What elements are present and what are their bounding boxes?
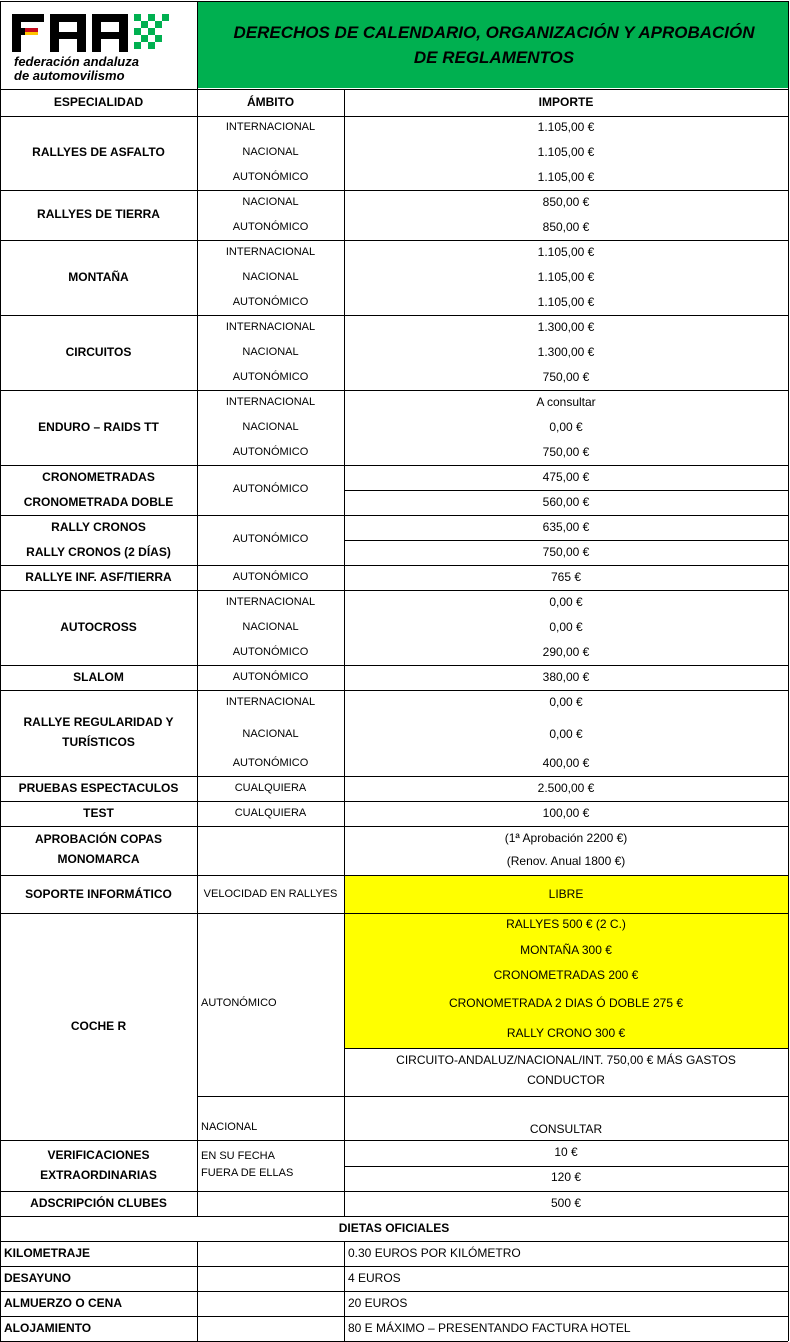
ambito-label: AUTONÓMICO — [232, 533, 309, 546]
especialidad-label: TEST — [83, 805, 114, 820]
ambito-label: AUTONÓMICO — [232, 646, 309, 659]
logo-text-line2: de automovilismo — [14, 68, 125, 83]
importe-value: 475,00 € — [542, 470, 590, 485]
importe-value: 1.105,00 € — [537, 245, 595, 260]
importe-value: 765 € — [550, 570, 582, 585]
importe-value: (1ª Aprobación 2200 €) — [504, 831, 628, 846]
importe-value: 750,00 € — [542, 445, 590, 460]
ambito-label: INTERNACIONAL — [225, 121, 316, 134]
ambito-label: INTERNACIONAL — [225, 396, 316, 409]
importe-value: 1.105,00 € — [537, 295, 595, 310]
row-divider — [0, 690, 788, 691]
importe-value: 1.105,00 € — [537, 145, 595, 160]
importe-value: CONSULTAR — [529, 1122, 603, 1137]
logo-text-line1: federación andaluza — [14, 54, 139, 69]
ambito-label: AUTONÓMICO — [232, 571, 309, 584]
ambito-label: NACIONAL — [242, 271, 299, 284]
importe-value: 120 € — [550, 1170, 582, 1185]
dieta-label: DESAYUNO — [4, 1270, 71, 1285]
importe-value: 1.105,00 € — [537, 170, 595, 185]
dieta-label: ALOJAMIENTO — [4, 1320, 92, 1335]
ambito-label: AUTONÓMICO — [201, 997, 277, 1010]
row-divider — [0, 465, 788, 466]
column-divider — [344, 89, 345, 1216]
ambito-label: EN SU FECHA — [201, 1150, 275, 1163]
especialidad-label: ENDURO – RAIDS TT — [38, 419, 159, 434]
document-title: DERECHOS DE CALENDARIO, ORGANIZACIÓN Y APROBACIÓN DE REGLAMENTOS — [233, 23, 755, 67]
ambito-label: NACIONAL — [242, 346, 299, 359]
importe-value: 380,00 € — [542, 670, 590, 685]
logo-letters — [12, 14, 128, 52]
importe-value: 1.300,00 € — [537, 345, 595, 360]
ambito-label: AUTONÓMICO — [232, 446, 309, 459]
importe-value: 850,00 € — [542, 195, 590, 210]
ambito-label: AUTONÓMICO — [232, 371, 309, 384]
importe-value: 0,00 € — [549, 620, 583, 635]
especialidad-label: RALLY CRONOS — [51, 520, 146, 535]
importe-value: CRONOMETRADAS 200 € — [493, 968, 639, 983]
importe-value: RALLY CRONO 300 € — [506, 1026, 626, 1041]
importe-value: 750,00 € — [542, 545, 590, 560]
column-divider — [197, 89, 198, 1216]
especialidad-label: EXTRAORDINARIAS — [40, 1168, 157, 1183]
importe-value: 10 € — [554, 1145, 578, 1160]
ambito-label: AUTONÓMICO — [232, 483, 309, 496]
importe-value: 0,00 € — [549, 695, 583, 710]
especialidad-label: MONOMARCA — [57, 852, 140, 867]
especialidad-label: MONTAÑA — [68, 269, 129, 284]
ambito-label: VELOCIDAD EN RALLYES — [203, 887, 338, 900]
row-divider — [344, 240, 788, 241]
dieta-value: 0.30 EUROS POR KILÓMETRO — [348, 1245, 521, 1260]
ambito-label: NACIONAL — [242, 146, 299, 159]
right-border — [788, 1, 789, 1341]
importe-value: 635,00 € — [542, 520, 590, 535]
importe-value: (Renov. Anual 1800 €) — [506, 854, 626, 869]
column-divider — [197, 1241, 198, 1341]
importe-value: 850,00 € — [542, 220, 590, 235]
importe-value: 0,00 € — [549, 727, 583, 742]
row-divider — [0, 1140, 788, 1141]
header-importe: IMPORTE — [538, 95, 594, 110]
importe-value: A consultar — [536, 395, 596, 410]
ambito-label: NACIONAL — [242, 728, 299, 741]
header-especialidad: ESPECIALIDAD — [53, 95, 144, 110]
especialidad-label: RALLYES DE ASFALTO — [32, 145, 165, 160]
ambito-label: INTERNACIONAL — [225, 246, 316, 259]
row-divider — [197, 1096, 788, 1097]
row-divider — [0, 565, 788, 566]
importe-value: 400,00 € — [542, 756, 590, 771]
header-ambito: ÁMBITO — [246, 95, 295, 110]
ambito-label: AUTONÓMICO — [232, 757, 309, 770]
ambito-label: NACIONAL — [242, 621, 299, 634]
especialidad-label: TURÍSTICOS — [62, 735, 135, 750]
importe-value: CRONOMETRADA 2 DIAS Ó DOBLE 275 € — [448, 996, 684, 1011]
importe-value: 1.105,00 € — [537, 120, 595, 135]
row-divider — [344, 490, 788, 491]
importe-value: LIBRE — [548, 886, 584, 901]
importe-value: CIRCUITO-ANDALUZ/NACIONAL/INT. 750,00 € MÁS GASTOS — [396, 1053, 736, 1068]
importe-value: RALLYES 500 € (2 C.) — [506, 917, 626, 932]
logo-divider — [197, 1, 198, 89]
importe-value: 0,00 € — [549, 420, 583, 435]
especialidad-label: CRONOMETRADA DOBLE — [23, 495, 174, 510]
row-divider — [0, 826, 788, 827]
importe-value: 0,00 € — [549, 595, 583, 610]
importe-value: 100,00 € — [542, 806, 590, 821]
dieta-label: ALMUERZO O CENA — [4, 1295, 122, 1310]
dieta-value: 20 EUROS — [348, 1295, 408, 1310]
row-divider — [344, 1048, 788, 1049]
especialidad-label: ADSCRIPCIÓN CLUBES — [30, 1195, 167, 1210]
row-divider — [344, 540, 788, 541]
especialidad-label: RALLYES DE TIERRA — [37, 207, 160, 222]
especialidad-label: CIRCUITOS — [65, 344, 132, 359]
faa-logo — [8, 6, 193, 86]
checkered-flag-icon — [134, 14, 169, 49]
ambito-label: CUALQUIERA — [234, 782, 307, 795]
ambito-label: INTERNACIONAL — [225, 321, 316, 334]
especialidad-label: RALLYE REGULARIDAD Y — [23, 715, 174, 730]
especialidad-label: SLALOM — [73, 669, 124, 684]
ambito-label: AUTONÓMICO — [232, 296, 309, 309]
dieta-value: 4 EUROS — [348, 1270, 401, 1285]
especialidad-label: COCHE R — [70, 1018, 127, 1033]
ambito-label: NACIONAL — [201, 1121, 258, 1134]
especialidad-label: APROBACIÓN COPAS — [34, 832, 163, 847]
importe-value: CONDUCTOR — [527, 1073, 605, 1088]
importe-value: 500 € — [550, 1195, 582, 1210]
especialidad-label: RALLYE INF. ASF/TIERRA — [25, 569, 172, 584]
especialidad-label: PRUEBAS ESPECTACULOS — [18, 780, 179, 795]
ambito-label: CUALQUIERA — [234, 807, 307, 820]
importe-value: 1.105,00 € — [537, 270, 595, 285]
row-divider — [0, 515, 788, 516]
ambito-label: AUTONÓMICO — [232, 671, 309, 684]
importe-value: MONTAÑA 300 € — [520, 943, 612, 958]
importe-value: 560,00 € — [542, 495, 590, 510]
importe-value: 1.300,00 € — [537, 320, 595, 335]
ambito-label: NACIONAL — [242, 421, 299, 434]
ambito-label: INTERNACIONAL — [225, 696, 316, 709]
ambito-label: NACIONAL — [242, 196, 299, 209]
column-divider — [344, 1241, 345, 1341]
ambito-label: FUERA DE ELLAS — [201, 1167, 294, 1180]
especialidad-label: VERIFICACIONES — [47, 1148, 150, 1163]
dieta-label: KILOMETRAJE — [4, 1245, 91, 1260]
dietas-title: DIETAS OFICIALES — [338, 1220, 450, 1235]
dieta-value: 80 E MÁXIMO – PRESENTANDO FACTURA HOTEL — [348, 1320, 631, 1335]
especialidad-label: CRONOMETRADAS — [42, 470, 155, 485]
especialidad-label: SOPORTE INFORMÁTICO — [25, 886, 172, 901]
top-border — [0, 1, 788, 2]
especialidad-label: AUTOCROSS — [60, 619, 137, 634]
ambito-label: AUTONÓMICO — [232, 221, 309, 234]
ambito-label: INTERNACIONAL — [225, 596, 316, 609]
importe-value: 290,00 € — [542, 645, 590, 660]
ambito-label: AUTONÓMICO — [232, 171, 309, 184]
importe-value: 750,00 € — [542, 370, 590, 385]
importe-value: 2.500,00 € — [537, 781, 595, 796]
especialidad-label: RALLY CRONOS (2 DÍAS) — [26, 545, 171, 560]
